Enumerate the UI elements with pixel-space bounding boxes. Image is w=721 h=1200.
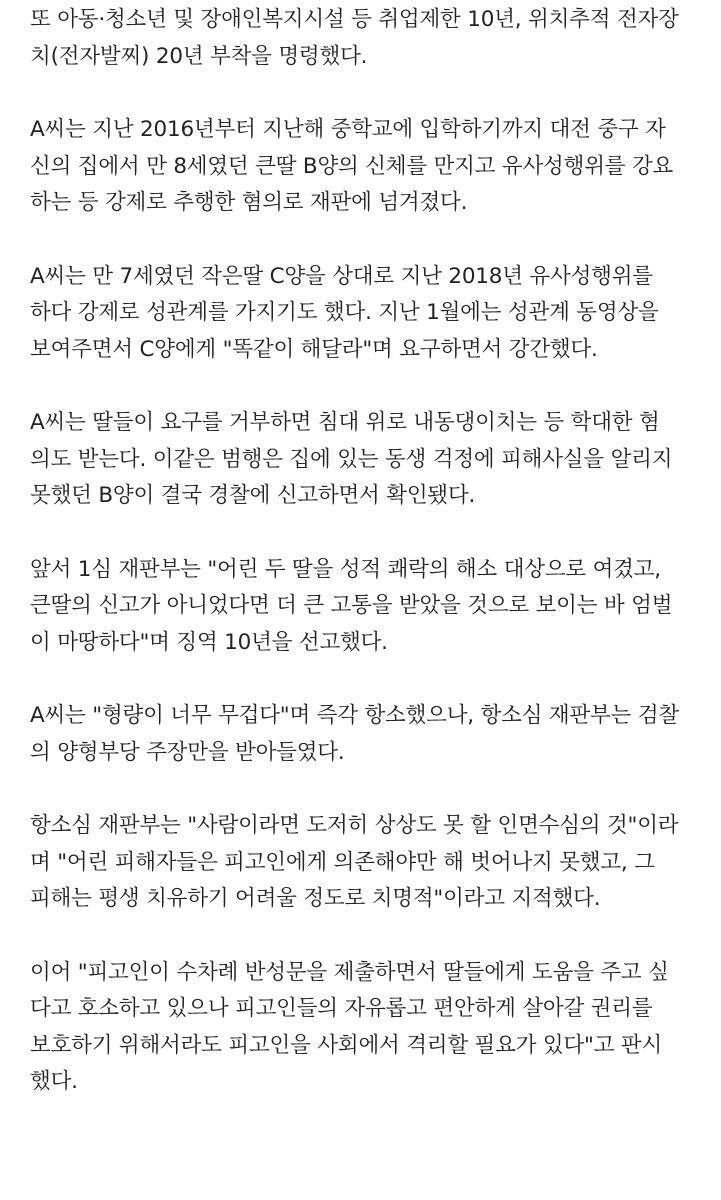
text-line: 했다.	[30, 1069, 78, 1094]
paragraph-6	[30, 698, 699, 771]
text-line: A씨는 만 7세였던 작은딸 C양을 상대로 지난 2018년 유사성행위를	[30, 263, 653, 289]
text-line: 치(전자발찌) 20년 부착을 명령했다.	[30, 43, 368, 69]
text-line: A씨는 지난 2016년부터 지난해 중학교에 입학하기까지 대전 중구 자	[30, 117, 666, 142]
text-line: 보호하기 위해서라도 피고인을 사회에서 격리할 필요가 있다"고 판시	[30, 1032, 663, 1058]
text-line: A씨는 딸들이 요구를 거부하면 침대 위로 내동댕이치는 등 학대한 혐	[30, 410, 660, 435]
text-line: 하다 강제로 성관계를 가지기도 했다. 지난 1월에는 성관계 동영상을	[30, 300, 659, 325]
paragraph-2	[30, 112, 699, 222]
text-line: 못했던 B양이 결국 경찰에 신고하면서 확인됐다.	[30, 483, 476, 508]
text-line: A씨는 "형량이 너무 무겁다"며 즉각 항소했으나, 항소심 재판부는 검찰	[30, 703, 679, 728]
text-line: 이 마땅하다"며 징역 10년을 선고했다.	[30, 629, 388, 655]
text-line: 보여주면서 C양에게 "똑같이 해달라"며 요구하면서 강간했다.	[30, 336, 598, 362]
text-line: 또 아동·청소년 및 장애인복지시설 등 취업제한 10년, 위치추적 전자장	[30, 7, 679, 32]
paragraph-8	[30, 955, 699, 1101]
paragraph-7	[30, 808, 699, 918]
text-line: 신의 집에서 만 8세였던 큰딸 B양의 신체를 만지고 유사성행위를 강요	[30, 153, 674, 179]
paragraph-1	[30, 2, 699, 75]
paragraph-3	[30, 259, 699, 369]
text-line: 항소심 재판부는 "사람이라면 도저히 상상도 못 할 인면수심의 것"이라	[30, 813, 679, 838]
text-line: 의도 받는다. 이같은 범행은 집에 있는 동생 걱정에 피해사실을 알리지	[30, 446, 673, 472]
text-line: 하는 등 강제로 추행한 혐의로 재판에 넘겨졌다.	[30, 190, 468, 215]
text-line: 이어 "피고인이 수차례 반성문을 제출하면서 딸들에게 도움을 주고 싶	[30, 959, 669, 985]
text-line: 다고 호소하고 있으나 피고인들의 자유롭고 편안하게 살아갈 권리를	[30, 996, 653, 1021]
text-line: 며 "어린 피해자들은 피고인에게 의존해야만 해 벗어나지 못했고, 그	[30, 849, 655, 875]
text-line: 의 양형부당 주장만을 받아들였다.	[30, 739, 345, 765]
text-line: 큰딸의 신고가 아니었다면 더 큰 고통을 받았을 것으로 보이는 바 엄벌	[30, 593, 673, 618]
paragraph-5	[30, 552, 699, 662]
text-line: 피해는 평생 치유하기 어려울 정도로 치명적"이라고 지적했다.	[30, 886, 601, 911]
paragraph-4	[30, 405, 699, 515]
text-line: 앞서 1심 재판부는 "어린 두 딸을 성적 쾌락의 해소 대상으로 여겼고,	[30, 556, 661, 582]
